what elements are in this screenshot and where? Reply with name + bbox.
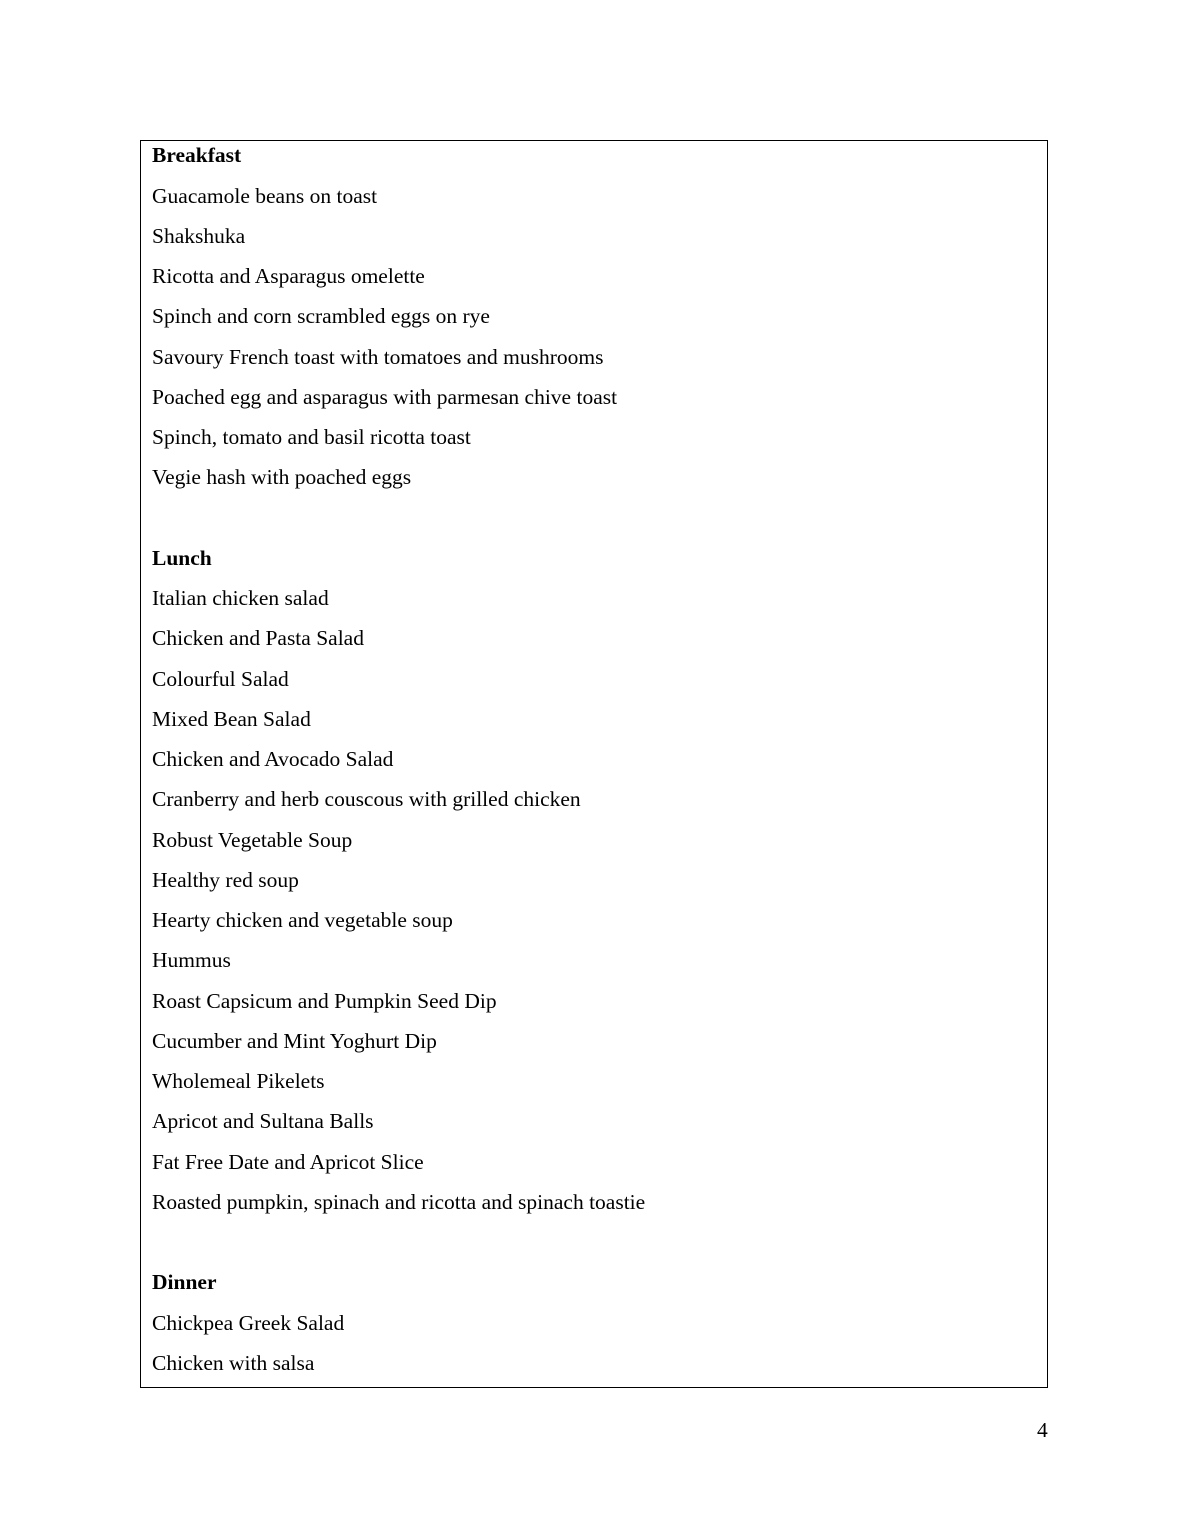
- list-item: Italian chicken salad: [152, 586, 329, 610]
- list-item: Spinch and corn scrambled eggs on rye: [152, 304, 490, 328]
- list-item: Ricotta and Asparagus omelette: [152, 264, 425, 288]
- list-item: Wholemeal Pikelets: [152, 1069, 325, 1093]
- section-heading-lunch: Lunch: [152, 546, 212, 570]
- list-item: Poached egg and asparagus with parmesan chive toast: [152, 385, 618, 409]
- list-item: Shakshuka: [152, 224, 246, 248]
- list-item: Hearty chicken and vegetable soup: [152, 908, 453, 932]
- list-item: Guacamole beans on toast: [152, 184, 378, 208]
- list-item: Hummus: [152, 948, 231, 972]
- list-item: Chicken and Pasta Salad: [152, 626, 364, 650]
- list-item: Chicken with salsa: [152, 1351, 315, 1375]
- list-item: Robust Vegetable Soup: [152, 828, 353, 852]
- list-item: Roast Capsicum and Pumpkin Seed Dip: [152, 989, 497, 1013]
- list-item: Spinch, tomato and basil ricotta toast: [152, 425, 471, 449]
- list-item: Apricot and Sultana Balls: [152, 1109, 374, 1133]
- list-item: Fat Free Date and Apricot Slice: [152, 1150, 424, 1174]
- list-item: Savoury French toast with tomatoes and mushrooms: [152, 345, 604, 369]
- section-heading-breakfast: Breakfast: [152, 143, 242, 167]
- list-item: Cucumber and Mint Yoghurt Dip: [152, 1029, 437, 1053]
- page-number: 4: [1037, 1418, 1048, 1442]
- section-heading-dinner: Dinner: [152, 1270, 217, 1294]
- list-item: Mixed Bean Salad: [152, 707, 311, 731]
- list-item: Vegie hash with poached eggs: [152, 465, 412, 489]
- menu-table-cell: [140, 140, 1048, 1388]
- list-item: Colourful Salad: [152, 667, 289, 691]
- list-item: Roasted pumpkin, spinach and ricotta and spinach toastie: [152, 1190, 646, 1214]
- list-item: Healthy red soup: [152, 868, 299, 892]
- list-item: Cranberry and herb couscous with grilled chicken: [152, 787, 581, 811]
- list-item: Chicken and Avocado Salad: [152, 747, 394, 771]
- list-item: Chickpea Greek Salad: [152, 1311, 345, 1335]
